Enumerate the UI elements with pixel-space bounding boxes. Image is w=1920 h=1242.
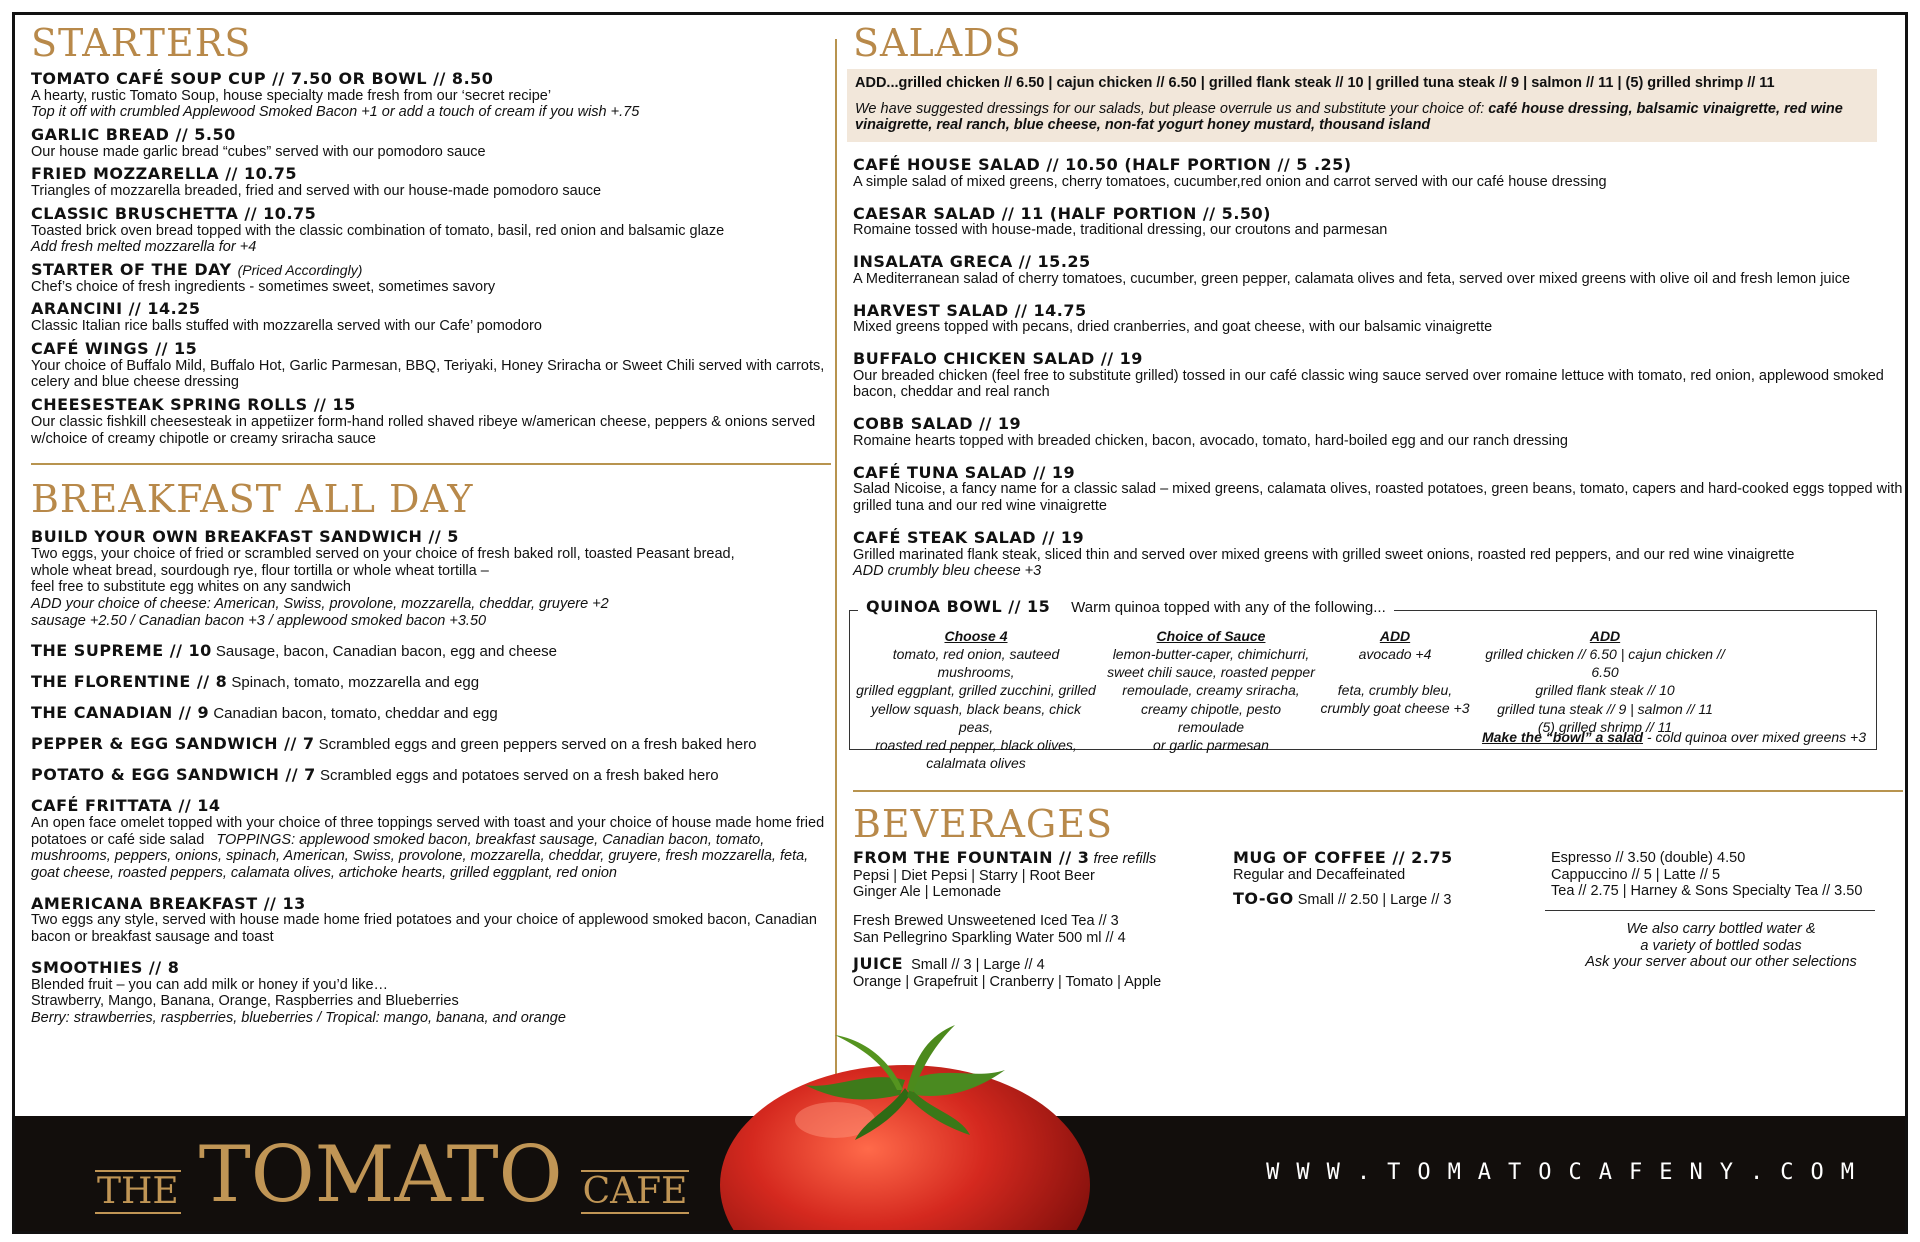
quinoa-col-head: Choice of Sauce (1156, 627, 1266, 644)
menu-item (31, 893, 831, 946)
juice-list: Orange | Grapefruit | Cranberry | Tomato | Apple (853, 973, 1162, 990)
bottled-note: a variety of bottled sodas (1640, 937, 1802, 954)
menu-item (31, 166, 831, 199)
item-desc: Mixed greens topped with pecans, dried cranberries, and goat cheese, with our balsamic vinaigrette (853, 319, 1493, 336)
breakfast-list (31, 529, 831, 1027)
quinoa-col-head: Choose 4 (944, 627, 1008, 644)
item-desc: Classic Italian rice balls stuffed with mozzarella served with our Cafe’ pomodoro (31, 318, 542, 335)
salad-add-line: ADD...grilled chicken // 6.50 | cajun chicken // 6.50 | grilled flank steak // 10 | grilled tuna steak // 9 | salmon // 11 | (5) grilled shrimp // 11 (855, 74, 1775, 91)
item-name-text: STARTER OF THE DAY (31, 260, 232, 280)
quinoa-col-line: creamy chipotle, pesto remoulade (1140, 700, 1282, 735)
beverages-title: BEVERAGES (853, 801, 1114, 846)
menu-item (31, 203, 831, 256)
juice-sizes: Small // 3 | Large // 4 (911, 957, 1045, 974)
item-name: COBB SALAD // 19 (853, 414, 1022, 434)
quinoa-box (849, 596, 1877, 772)
item-desc: A simple salad of mixed greens, cherry tomatoes, cucumber,red onion and carrot served with our café house dressing (853, 173, 1607, 190)
dressing-note (855, 101, 1869, 134)
item-desc: Sausage, bacon, Canadian bacon, egg and cheese (215, 643, 558, 661)
menu-item (31, 262, 831, 295)
item-desc: Our breaded chicken (feel free to substitute grilled) tossed in our café classic wing sauce served over romaine lettuce with tomato, red onion, applewood smoked bacon, cheddar and real ranch (853, 367, 1884, 401)
quinoa-col-line: lemon-butter-caper, chimichurri, (1112, 646, 1310, 663)
item-name-text: CHEESESTEAK SPRING ROLLS // 15 (31, 395, 356, 415)
quinoa-col-line: grilled tuna steak // 9 | salmon // 11 (1497, 700, 1713, 717)
menu-item (31, 798, 831, 881)
divider (853, 790, 1903, 792)
menu-item (853, 416, 1903, 449)
dressing-pre: We have suggested dressings for our salads, but please overrule us and substitute your choice of: (855, 100, 1485, 117)
espresso-line: Espresso // 3.50 (double) 4.50 (1551, 849, 1746, 866)
item-extra: ADD crumbly bleu cheese +3 (853, 563, 1042, 580)
divider (31, 463, 831, 465)
fountain-line: Ginger Ale | Lemonade (853, 884, 1002, 901)
make-salad-rest: - cold quinoa over mixed greens +3 (1643, 728, 1866, 745)
togo-desc: Small // 2.50 | Large // 3 (1297, 892, 1452, 909)
juice-name: JUICE (853, 954, 904, 974)
breakfast-title: BREAKFAST ALL DAY (31, 477, 474, 522)
togo-line (1233, 891, 1523, 909)
cappuccino-line: Cappuccino // 5 | Latte // 5 (1551, 866, 1721, 883)
tomato-icon (715, 1010, 1095, 1230)
coffee-desc: Regular and Decaffeinated (1233, 866, 1406, 883)
item-desc: Blended fruit – you can add milk or honey if you’d like… (31, 976, 389, 993)
quinoa-col-line: grilled flank steak // 10 (1535, 682, 1675, 699)
item-desc: Scrambled eggs and potatoes served on a fresh baked hero (319, 767, 719, 785)
item-desc: A hearty, rustic Tomato Soup, house specialty made fresh from our ‘secret recipe’ (31, 87, 552, 104)
beverages-col-3 (1551, 850, 1891, 971)
beverages-section (853, 790, 1903, 990)
quinoa-column (1106, 627, 1316, 754)
item-name: THE SUPREME // 10 (31, 641, 212, 661)
quinoa-col-line: calalmata olives (926, 755, 1026, 772)
quinoa-col-line: feta, crumbly bleu, (1337, 682, 1453, 699)
item-name: CAFÉ HOUSE SALAD // 10.50 (HALF PORTION // 5 .25) (853, 155, 1352, 175)
logo-tomato: TOMATO (198, 1130, 563, 1220)
quinoa-col-line: avocado +4 (1358, 646, 1432, 663)
quinoa-desc: Warm quinoa topped with any of the following... (1071, 598, 1386, 616)
item-extra: sausage +2.50 / Canadian bacon +3 / applewood smoked bacon +3.50 (31, 612, 487, 629)
logo-cafe: CAFE (582, 1171, 688, 1213)
item-desc: Canadian bacon, tomato, cheddar and egg (213, 705, 498, 723)
quinoa-col-line: grilled chicken // 6.50 | cajun chicken // 6.50 (1485, 646, 1725, 681)
column-divider (835, 39, 837, 1089)
logo-the: THE (97, 1171, 179, 1213)
quinoa-col-line (1320, 718, 1470, 736)
quinoa-col-line: or garlic parmesan (1153, 737, 1269, 754)
item-name-text: FRIED MOZZARELLA // 10.75 (31, 164, 298, 184)
quinoa-name: QUINOA BOWL // 15 (866, 596, 1051, 616)
item-name (31, 338, 831, 358)
item-name-text: GARLIC BREAD // 5.50 (31, 124, 236, 144)
salad-add-box (847, 69, 1877, 142)
menu-item (853, 462, 1903, 515)
bottled-note: We also carry bottled water & (1626, 920, 1816, 937)
quinoa-col-line: sweet chili sauce, roasted pepper (1107, 664, 1315, 681)
item-extra: Top it off with crumbled Applewood Smoked Bacon +1 or add a touch of cream if you wish +.75 (31, 104, 640, 121)
menu-item (853, 300, 1903, 336)
item-name: HARVEST SALAD // 14.75 (853, 300, 1087, 320)
fountain-header (853, 847, 1193, 868)
quinoa-col-line: yellow squash, black beans, chick peas, (870, 700, 1082, 735)
item-name: POTATO & EGG SANDWICH // 7 (31, 765, 316, 785)
divider (1545, 910, 1875, 911)
menu-item (853, 351, 1903, 401)
fountain-line: Pepsi | Diet Pepsi | Starry | Root Beer (853, 867, 1095, 884)
item-desc: Two eggs any style, served with house made home fried potatoes and your choice of applewood smoked bacon, Canadian bacon or breakfast sausage and toast (31, 912, 817, 946)
breakfast-inline-list (31, 643, 831, 784)
starters-list (31, 68, 831, 447)
menu-item (853, 527, 1903, 580)
quinoa-column (856, 627, 1096, 773)
item-desc: Romaine tossed with house-made, traditional dressing, our croutons and parmesan (853, 222, 1388, 239)
quinoa-column (1320, 627, 1470, 736)
quinoa-col-line: crumbly goat cheese +3 (1320, 700, 1470, 717)
item-desc: Strawberry, Mango, Banana, Orange, Raspberries and Blueberries (31, 993, 459, 1010)
item-desc: Romaine hearts topped with breaded chicken, bacon, avocado, tomato, hard-boiled egg and our ranch dressing (853, 432, 1568, 449)
beverages-col-2 (1233, 847, 1523, 909)
item-extra: Add fresh melted mozzarella for +4 (31, 239, 257, 256)
item-desc: Triangles of mozzarella breaded, fried and served with our house-made pomodoro sauce (31, 183, 602, 200)
quinoa-col-line: remoulade, creamy sriracha, (1122, 682, 1300, 699)
menu-item (31, 397, 831, 447)
menu-item (31, 124, 831, 160)
quinoa-col-line: grilled eggplant, grilled zucchini, grilled (856, 682, 1096, 699)
item-desc: Grilled marinated flank steak, sliced thin and served over mixed greens with grilled sweet onions, roasted red peppers, and our red wine vinaigrette (853, 546, 1795, 563)
item-name (31, 397, 831, 414)
menu-item (31, 529, 831, 629)
item-name (31, 262, 831, 279)
item-name: PEPPER & EGG SANDWICH // 7 (31, 734, 315, 754)
item-name (31, 68, 831, 88)
item-name: SMOOTHIES // 8 (31, 957, 180, 977)
quinoa-make-salad (1482, 729, 1866, 745)
item-name: THE CANADIAN // 9 (31, 703, 210, 723)
make-salad-label: Make the “bowl” a salad (1481, 728, 1644, 745)
item-desc: A Mediterranean salad of cherry tomatoes, cucumber, green pepper, calamata olives and feta, served over mixed greens with olive oil and fresh lemon juice (853, 270, 1851, 287)
quinoa-col-line (1320, 663, 1470, 681)
item-name-text: CLASSIC BRUSCHETTA // 10.75 (31, 203, 317, 223)
item-name (31, 124, 831, 144)
quinoa-col-line: roasted red pepper, black olives, (875, 737, 1077, 754)
tea-price-line: Tea // 2.75 | Harney & Sons Specialty Tea // 3.50 (1551, 883, 1863, 900)
item-extra: ADD your choice of cheese: American, Swiss, provolone, mozzarella, cheddar, gruyere +2 (31, 595, 609, 612)
item-name (31, 203, 831, 223)
fountain-note: free refills (1093, 850, 1157, 867)
dressing-list: café house dressing, balsamic vinaigrette, red wine vinaigrette, real ranch, blue cheese, non-fat yogurt honey mustard, thousand island (855, 100, 1843, 134)
menu-item (853, 157, 1903, 190)
item-desc: whole wheat bread, sourdough rye, flour tortilla or whole wheat tortilla – (31, 562, 489, 579)
item-name (31, 301, 831, 318)
item-desc: Scrambled eggs and green peppers served on a fresh baked hero (318, 736, 757, 754)
coffee-name: MUG OF COFFEE // 2.75 (1233, 847, 1453, 867)
item-name: CAFÉ STEAK SALAD // 19 (853, 527, 1085, 547)
item-name: CAESAR SALAD // 11 (HALF PORTION // 5.50) (853, 203, 1271, 223)
menu-item (31, 643, 831, 660)
item-desc: Two eggs, your choice of fried or scrambled served on your choice of fresh baked roll, toasted Peasant bread, (31, 545, 735, 562)
starters-title: STARTERS (31, 21, 252, 65)
website-link[interactable]: WWW.TOMATOCAFENY.COM (1266, 1160, 1871, 1185)
frittata-toppings: TOPPINGS: applewood smoked bacon, breakfast sausage, Canadian bacon, tomato, mushrooms, peppers, onions, spinach, American, Swiss, provolone, mozzarella, cheddar, gruyere, fresh mozzarella, feta, goat cheese, roasted peppers, calamata olives, artichoke hearts, grilled eggplant, red onion (31, 831, 809, 881)
fountain-name: FROM THE FOUNTAIN // 3 (853, 847, 1090, 867)
left-column (31, 23, 831, 1027)
item-name-text: TOMATO CAFÉ SOUP CUP // 7.50 OR BOWL // 8.50 (31, 68, 494, 88)
item-name: AMERICANA BREAKFAST // 13 (31, 893, 306, 913)
juice-header (853, 956, 1193, 974)
item-name: BUILD YOUR OWN BREAKFAST SANDWICH // 5 (31, 527, 459, 547)
item-name: CAFÉ FRITTATA // 14 (31, 796, 221, 816)
salads-title: SALADS (853, 21, 1022, 65)
menu-item (31, 338, 831, 391)
togo-name: TO-GO (1233, 889, 1294, 909)
item-desc (31, 815, 831, 882)
menu-item (31, 736, 831, 753)
item-name: BUFFALO CHICKEN SALAD // 19 (853, 349, 1143, 369)
menu-item (31, 68, 831, 121)
quinoa-col-head: ADD (1379, 627, 1411, 644)
cafe-logo (95, 1130, 689, 1220)
item-name-text: ARANCINI // 14.25 (31, 299, 201, 319)
water-line: San Pellegrino Sparkling Water 500 ml // 4 (853, 929, 1126, 946)
menu-item (853, 203, 1903, 239)
quinoa-col-line: tomato, red onion, sauteed mushrooms, (892, 646, 1060, 681)
item-desc: Your choice of Buffalo Mild, Buffalo Hot, Garlic Parmesan, BBQ, Teriyaki, Honey Sriracha or Sweet Chili served with carrots, celery and blue cheese dressing (31, 357, 825, 391)
item-name: INSALATA GRECA // 15.25 (853, 252, 1091, 272)
item-extra: Berry: strawberries, raspberries, blueberries / Tropical: mango, banana, and orange (31, 1009, 566, 1026)
menu-item (31, 301, 831, 334)
tea-line: Fresh Brewed Unsweetened Iced Tea // 3 (853, 912, 1119, 929)
item-name: THE FLORENTINE // 8 (31, 672, 228, 692)
bottled-note: Ask your server about our other selections (1585, 954, 1857, 971)
quinoa-col-head: ADD (1589, 627, 1621, 644)
menu-item (31, 705, 831, 722)
item-desc: feel free to substitute egg whites on any sandwich (31, 579, 351, 596)
right-column (853, 23, 1903, 990)
menu-item (31, 957, 831, 1027)
menu-item (853, 254, 1903, 287)
menu-item (31, 767, 831, 784)
item-desc: Salad Nicoise, a fancy name for a classic salad – mixed greens, calamata olives, roasted potatoes, green beans, tomato, capers and hard-cooked eggs topped with grilled tuna and our red wine vinaigrette (853, 481, 1903, 515)
beverages-col-1 (853, 847, 1193, 991)
frittata-desc: An open face omelet topped with your choice of three toppings served with toast and your choice of house made home fried potatoes or café side salad (31, 814, 825, 848)
item-desc: Our classic fishkill cheesesteak in appetiizer form-hand rolled shaved ribeye w/american cheese, peppers & onions served w/choice of creamy chipotle or creamy sriracha sauce (31, 413, 816, 447)
item-note: (Priced Accordingly) (237, 262, 363, 279)
quinoa-col-line: (5) grilled shrimp // 11 (1537, 718, 1673, 735)
item-desc: Our house made garlic bread “cubes” served with our pomodoro sauce (31, 143, 486, 160)
salads-list (853, 157, 1903, 580)
item-name (31, 166, 831, 183)
item-name: CAFÉ TUNA SALAD // 19 (853, 462, 1076, 482)
menu-item (31, 674, 831, 691)
item-name-text: CAFÉ WINGS // 15 (31, 338, 198, 358)
item-desc: Spinach, tomato, mozzarella and egg (231, 674, 480, 692)
item-desc: Chef’s choice of fresh ingredients - sometimes sweet, sometimes savory (31, 278, 496, 295)
item-desc: Toasted brick oven bread topped with the classic combination of tomato, basil, red onion and balsamic glaze (31, 222, 725, 239)
quinoa-title (858, 596, 1394, 616)
